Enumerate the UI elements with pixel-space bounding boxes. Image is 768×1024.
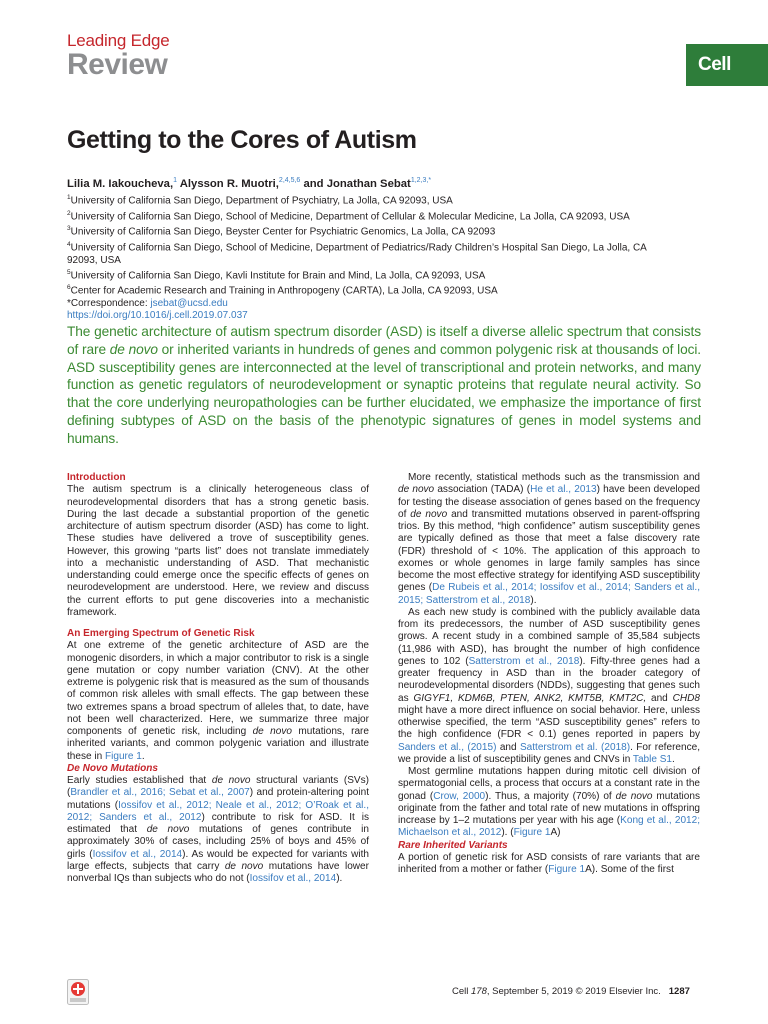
heading-text: Mutations (107, 762, 158, 774)
affiliation-list (67, 192, 657, 323)
abstract-italic: de novo (109, 341, 158, 357)
email-link[interactable]: jsebat@ucsd.edu (150, 298, 228, 310)
text: might have a more direct influence on social behavior. Here, unless otherwise specified, the term “ASD susceptibility genes” refers to the high confidence (FDR < 0.1) genes reported in papers by (398, 704, 700, 741)
supplement-link[interactable]: Table S1 (632, 753, 673, 765)
text: . (141, 750, 145, 762)
italic-text: de novo (146, 824, 190, 835)
text: mutations, rare inherited variants, and common polygenic variation and illustrate these in (67, 726, 369, 762)
abstract (67, 323, 701, 448)
author-affiliation-sup[interactable]: 1 (173, 177, 178, 184)
text: mutations of genes contribute in approximately 30% of cases, including 25% of boys and 45% of girls ( (67, 824, 369, 860)
citation-link[interactable]: Satterstrom et al., 2018 (468, 655, 580, 667)
affiliation-item (67, 239, 657, 267)
figure-link[interactable]: Figure 1 (513, 827, 551, 839)
italic-text: de novo (211, 775, 251, 786)
italic-text: de novo (224, 860, 264, 872)
affiliation-text: University of California San Diego, Kavli Institute for Brain and Mind, La Jolla, CA 92093, USA (70, 270, 486, 282)
text: A) (550, 827, 561, 839)
affiliation-number: 6 (67, 284, 71, 292)
italic-text: de novo (252, 726, 292, 737)
doi-link[interactable]: https://doi.org/10.1016/j.cell.2019.07.037 (67, 310, 248, 322)
text: More recently, statistical methods such as the transmission and (408, 472, 700, 483)
citation-link[interactable]: Brandler et al., 2016; Sebat et al., 2007 (70, 787, 250, 799)
citation-link[interactable]: Iossifov et al., 2012; Neale et al., 2012; O’Roak et al., 2012; Sanders et al., 2012 (67, 799, 369, 823)
text: mutations have lower nonverbal IQs than subjects who do not ( (67, 860, 369, 884)
text: ) contribute to risk for ASD. It is estimated that (67, 811, 369, 835)
text: ). ( (501, 827, 514, 839)
section-heading-emerging-spectrum: An Emerging Spectrum of Genetic Risk (67, 628, 255, 639)
text: Most germline mutations happen during mitotic cell division of spermatogonial cells, a process that occurs at a constant rate in the gonad ( (398, 766, 700, 802)
affiliation-number: 2 (67, 209, 71, 217)
subsection-heading-rare-inherited: Rare Inherited Variants (398, 839, 508, 851)
text: ). Fifty-three genes had a greater frequency in ASD than in the broader category of neurodevelopmental disorders (NDDs), suggesting that genes such as (398, 655, 700, 704)
figure-link[interactable]: Figure 1 (548, 864, 586, 875)
affiliation-item (67, 223, 657, 239)
author-name: Alysson R. Muotri, (179, 177, 279, 190)
citation-link[interactable]: He et al., 2013 (530, 484, 597, 496)
journal-section-type: Review (67, 48, 168, 81)
affiliation-item (67, 208, 657, 224)
paragraph (398, 766, 700, 840)
gene-name: CHD8 (672, 692, 700, 704)
figure-link[interactable]: Figure 1 (104, 750, 142, 762)
text: ). As would be expected for variants with large effects, subjects that carry (67, 848, 369, 872)
gene-names: GIGYF1, KDM6B, PTEN, ANK2, KMT5B, KMT2C, (413, 692, 647, 704)
doi-line (67, 310, 657, 322)
affiliation-item (67, 192, 657, 208)
author-name: Lilia M. Iakoucheva, (67, 177, 174, 190)
text: At one extreme of the genetic architecture of ASD are the monogenic disorders, in which a major contributor to risk is a single gene mutation or copy number variation (CNV). At the other extreme is polygenic risk that is measured as the sum of thousands of common risk alleles with small effects. The gap between these two extremes spans a broad spectrum of alleles that, to date, have not been well characterized. Here, we summarize three major components of genetic risk, including (67, 640, 369, 737)
text: ) and protein-altering point mutations ( (67, 787, 369, 811)
text: association (TADA) ( (434, 484, 531, 496)
text: and transmitted mutations observed in parent-offspring trios. By this method, “high confidence” autism susceptibility genes are typically defined as those that meet a false discovery rate (FDR) threshold of < 10%. The application of this approach to exomes or whole genomes in large family samples has since become the most effective strategy for identifying ASD susceptibility genes ( (398, 508, 700, 594)
page-number: 1287 (668, 986, 690, 997)
text: ) have been developed for testing the disease association of genes based on the frequency of (398, 484, 700, 520)
affiliation-number: 5 (67, 268, 71, 276)
text: ). (336, 873, 343, 884)
text: . (672, 753, 675, 765)
heading-italic: De Novo (67, 762, 108, 774)
paragraph (398, 472, 700, 607)
author-name: and Jonathan Sebat (303, 177, 411, 190)
citation-link[interactable]: Iossifov et al., 2014 (249, 873, 337, 884)
crossmark-icon-graphic (67, 979, 89, 1005)
paragraph (398, 852, 700, 877)
text: . For reference, we provide a list of susceptibility genes and CNVs in (398, 741, 700, 765)
italic-text: de novo (398, 484, 435, 496)
text: structural variants (SVs) ( (67, 775, 369, 799)
affiliation-text: University of California San Diego, School of Medicine, Department of Cellular & Molecular Medicine, La Jolla, CA 92093, USA (70, 210, 630, 222)
citation-link[interactable]: Iossifov et al., 2014 (92, 848, 183, 860)
affiliation-item (67, 282, 657, 298)
correspondence (67, 298, 657, 310)
crossmark-icon[interactable] (67, 979, 89, 1005)
affiliation-item (67, 267, 657, 283)
affiliation-text: University of California San Diego, Beyster Center for Psychiatric Genomics, La Jolla, CA 92093 (70, 226, 496, 238)
paragraph (67, 775, 369, 885)
citation-link[interactable]: Satterstrom et al. (2018) (519, 741, 631, 753)
abstract-text: The genetic architecture of autism spectrum disorder (ASD) is itself a diverse allelic spectrum that consists of rare (67, 324, 701, 357)
text: ). (530, 594, 537, 606)
text: ). Thus, a majority (70%) of (485, 790, 616, 802)
citation-link[interactable]: Crow, 2000 (433, 790, 486, 802)
affiliation-number: 1 (67, 194, 71, 201)
affiliation-text: University of California San Diego, Department of Psychiatry, La Jolla, CA 92093, USA (70, 195, 453, 207)
page-footer (452, 986, 690, 997)
section-heading-introduction: Introduction (67, 472, 126, 483)
paragraph (398, 607, 700, 766)
journal-series: Leading Edge (67, 31, 170, 50)
text: mutations originate from the father and total rate of new mutations in offspring increase by 1–2 mutations per year with his age ( (398, 790, 700, 826)
cell-journal-logo: Cell (686, 44, 768, 86)
affiliation-number: 3 (67, 225, 71, 233)
text: and (496, 741, 520, 753)
author-list (67, 177, 431, 190)
text: As each new study is combined with the publicly available data from its predecessors, the number of ASD susceptibility genes grows. A recent study in a combined sample of 35,584 subjects (11,986 with ASD), has brought the number of high confidence genes to 102 ( (398, 606, 700, 667)
italic-text: de novo (410, 508, 448, 520)
body-column-left (67, 472, 369, 885)
paragraph (67, 640, 369, 763)
footer-text: Cell (452, 986, 472, 997)
citation-link[interactable]: Kong et al., 2012; Michaelson et al., 2012 (398, 815, 700, 839)
paragraph: The autism spectrum is a clinically heterogeneous class of neurodevelopmental disorders that has a strong genetic basis. During the last decade a substantial proportion of the genetic architecture of autism spectrum disorder (ASD) has come to light. These studies have delivered a trove of susceptibility genes. However, this growing “parts list” does not translate immediately into a mechanistic understanding of ASD. That mechanistic understanding could emerge once the specific effects of genes on neurodevelopment are understood. Here, we review and discuss the current efforts to put gene discoveries into a mechanistic framework. (67, 484, 369, 618)
abstract-text: or inherited variants in hundreds of genes and common polygenic risk at thousands of loci. ASD susceptibility genes are interconnected at the level of transcriptional and protein networks, and many function as genetic regulators of neurodevelopment or synaptic proteins that regulate neural activity. So that the core underlying neuropathologies can be further elucidated, we emphasize the importance of first defining subtypes of ASD on the basis of the phenotypic signatures of genes in model systems and humans. (67, 341, 701, 446)
body-column-right (398, 472, 700, 876)
text: Early studies established that (67, 775, 212, 786)
text: and (646, 692, 673, 704)
author-affiliation-sup[interactable]: 2,4,5,6 (278, 177, 301, 184)
footer-text: , September 5, 2019 © 2019 Elsevier Inc. (486, 986, 661, 997)
text: A). Some of the first (585, 864, 674, 875)
citation-link[interactable]: Sanders et al., (2015) (398, 741, 497, 753)
subsection-heading-de-novo (67, 763, 369, 775)
affiliation-text: University of California San Diego, School of Medicine, Department of Pediatrics/Rady Children’s Hospital San Diego, La Jolla, CA 92093, USA (67, 242, 647, 266)
article-title: Getting to the Cores of Autism (67, 126, 417, 154)
citation-link[interactable]: De Rubeis et al., 2014; Iossifov et al., 2014; Sanders et al., 2015; Satterstrom et al., 2018 (398, 582, 700, 606)
affiliation-number: 4 (67, 240, 71, 248)
footer-volume: 178 (471, 986, 487, 997)
italic-text: de novo (615, 790, 653, 802)
text: A portion of genetic risk for ASD consists of rare variants that are inherited from a mother or father ( (398, 851, 700, 875)
correspondence-label: *Correspondence: (67, 298, 151, 310)
author-affiliation-sup[interactable]: 1,2,3,* (410, 177, 432, 184)
affiliation-text: Center for Academic Research and Training in Anthropogeny (CARTA), La Jolla, CA 92093, USA (70, 285, 498, 297)
